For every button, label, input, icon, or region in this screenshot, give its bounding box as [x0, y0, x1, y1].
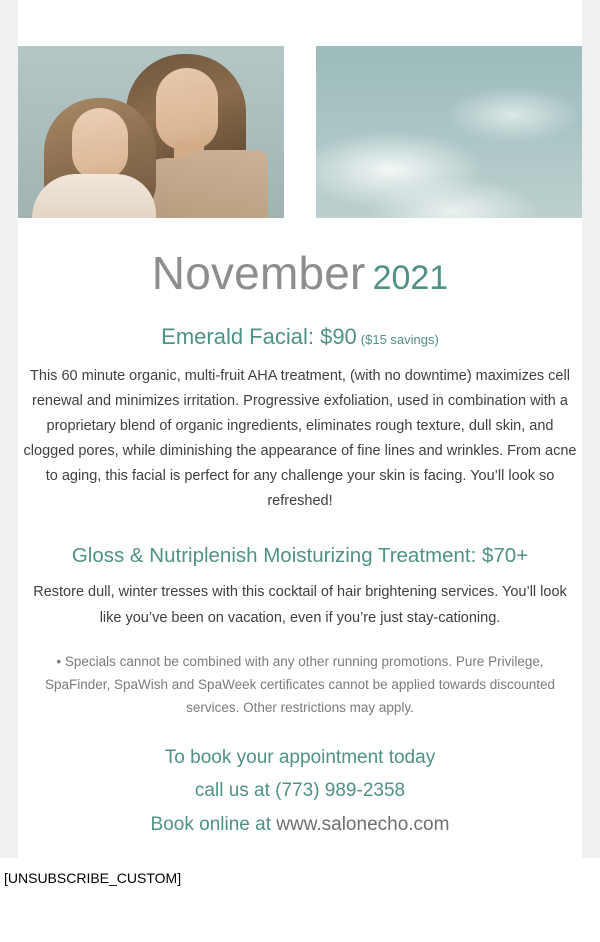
offer-two-heading: [18, 544, 582, 568]
sky-clouds-image: [316, 46, 582, 218]
model-front-face: [72, 108, 128, 180]
offer-one-description: This 60 minute organic, multi-fruit AHA treatment, (with no downtime) maximizes cell renewal and minimizes irritation. Progressive exfoliation, used in combination with a proprietary blend of organic ingredients, eliminates rough texture, dull skin, and clogged pores, while diminishing the appearance of fine lines and wrinkles. From acne to aging, this facial is perfect for any challenge your skin is facing. You’ll look so refreshed!: [23, 368, 577, 510]
unsubscribe-link[interactable]: [UNSUBSCRIBE_CUSTOM]: [4, 870, 182, 886]
cta-line-website: [18, 808, 582, 841]
cta-line-booking: To book your appointment today: [164, 747, 436, 769]
offer-one-title: Emerald Facial: $90: [161, 324, 357, 349]
issue-month: November: [151, 247, 366, 299]
hero-image-row: [18, 46, 582, 218]
model-back-face: [156, 68, 218, 150]
women-portrait-image: [18, 46, 284, 218]
terms-disclaimer: • Specials cannot be combined with any other running promotions. Pure Privilege, SpaFinder, SpaWish and SpaWeek certificates cannot be applied towards discounted services. Other restrictions may apply.: [44, 653, 556, 715]
issue-year: 2021: [372, 259, 449, 297]
newsletter-content: [18, 236, 582, 841]
cta-website-prefix: Book online at: [150, 813, 277, 835]
model-front-body: [32, 174, 156, 218]
newsletter-body: [18, 0, 582, 858]
offer-two-plus: +: [516, 544, 529, 568]
offer-one-savings: ($15 savings): [360, 332, 439, 347]
offer-one-heading: [18, 324, 582, 350]
call-to-action: [18, 741, 582, 840]
offer-two-description: Restore dull, winter tresses with this cocktail of hair brightening services. You’ll look like you’ve been on vacation, even if you’re just stay-cationing.: [33, 584, 567, 626]
cta-website-url[interactable]: www.salonecho.com: [276, 813, 450, 835]
model-scarf: [168, 150, 268, 218]
cta-line-phone[interactable]: call us at (773) 989-2358: [194, 780, 406, 802]
issue-date: [18, 236, 582, 299]
offer-two-title: Gloss & Nutriplenish Moisturizing Treatment: $70: [71, 544, 517, 568]
